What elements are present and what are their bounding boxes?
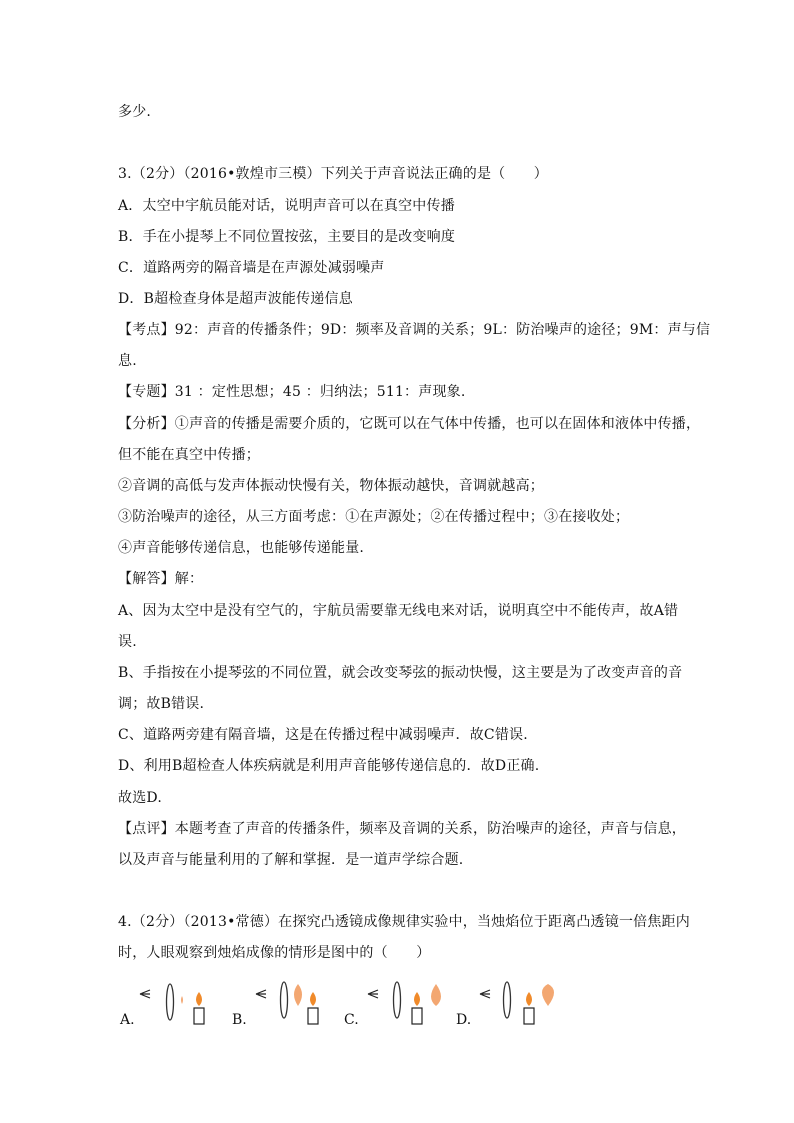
- zhuanti-line: 【专题】31 ：定性思想；45 ：归纳法；511：声现象.: [118, 384, 466, 400]
- kaodian-line-1: 【考点】92：声音的传播条件；9D：频率及音调的关系；9L：防治噪声的途径；9M：声与信: [118, 322, 711, 338]
- question-4-title-line-1: 4.（2分）（2013•常德）在探究凸透镜成像规律实验中，当烛焰位于距离凸透镜一倍焦距内: [118, 914, 690, 930]
- question-3-option-d: D．B超检查身体是超声波能传递信息: [118, 291, 353, 307]
- question-4-title-line-2: 时，人眼观察到烛焰成像的情形是图中的（ ）: [118, 945, 431, 961]
- option-c-figure: [364, 980, 454, 1026]
- option-a-figure: [138, 982, 218, 1026]
- kaodian-line-2: 息.: [118, 353, 137, 369]
- question-3-option-a: A．太空中宇航员能对话，说明声音可以在真空中传播: [118, 198, 455, 214]
- jieda-d-line: D、利用B超检查人体疾病就是利用声音能够传递信息的．故D正确.: [118, 758, 540, 774]
- option-d-label: D.: [456, 1012, 472, 1028]
- option-d-figure: [476, 980, 566, 1026]
- eye-icon: [256, 990, 266, 998]
- candle-flame: [526, 992, 532, 1006]
- option-b-label: B.: [232, 1012, 247, 1028]
- option-a-label: A.: [120, 1012, 135, 1028]
- fenxi-line-3: ②音调的高低与发声体振动快慢有关，物体振动越快，音调就越高；: [118, 478, 544, 494]
- text-line-1: 多少.: [118, 104, 152, 120]
- image-flame-small: [181, 996, 183, 1004]
- option-c-label: C.: [344, 1012, 359, 1028]
- option-b-figure: [252, 980, 332, 1026]
- candle-flame: [310, 992, 316, 1006]
- dianping-line-1: 【点评】本题考查了声音的传播条件，频率及音调的关系，防治噪声的途径，声音与信息，: [118, 821, 686, 837]
- candle-flame: [414, 992, 420, 1006]
- answer-line: 故选D.: [118, 790, 162, 806]
- convex-lens: [394, 982, 401, 1018]
- candle-body: [308, 1008, 318, 1024]
- convex-lens: [504, 982, 511, 1018]
- dianping-line-2: 以及声音与能量利用的了解和掌握．是一道声学综合题.: [118, 852, 464, 868]
- eye-icon: [368, 990, 378, 998]
- fenxi-line-1: 【分析】①声音的传播是需要介质的，它既可以在气体中传播，也可以在固体和液体中传播，: [118, 416, 701, 432]
- question-3-option-b: B．手在小提琴上不同位置按弦，主要目的是改变响度: [118, 229, 456, 245]
- question-3-title: 3.（2分）（2016•敦煌市三模）下列关于声音说法正确的是（ ）: [118, 166, 548, 182]
- jieda-heading: 【解答】解：: [118, 571, 204, 587]
- eye-icon: [140, 990, 150, 998]
- fenxi-line-2: 但不能在真空中传播；: [118, 447, 260, 463]
- question-3-option-c: C．道路两旁的隔音墙是在声源处减弱噪声: [118, 260, 385, 276]
- jieda-a-line-2: 误.: [118, 634, 137, 650]
- convex-lens: [281, 982, 288, 1018]
- candle-flame: [196, 992, 202, 1006]
- image-flame-inverted-large: [542, 984, 554, 1006]
- image-flame-large: [431, 984, 441, 1006]
- candle-body: [524, 1008, 534, 1024]
- convex-lens: [167, 984, 174, 1020]
- fenxi-line-5: ④声音能够传递信息，也能够传递能量.: [118, 540, 365, 556]
- candle-body: [194, 1008, 204, 1024]
- image-flame-inverted: [294, 984, 302, 1006]
- jieda-b-line-2: 调；故B错误.: [118, 696, 205, 712]
- eye-icon: [480, 990, 490, 998]
- jieda-b-line-1: B、手指按在小提琴弦的不同位置，就会改变琴弦的振动快慢，这主要是为了改变声音的音: [118, 665, 683, 681]
- jieda-a-line-1: A、因为太空中是没有空气的，宇航员需要靠无线电来对话，说明真空中不能传声，故A错: [118, 603, 679, 619]
- fenxi-line-4: ③防治噪声的途径，从三方面考虑：①在声源处；②在传播过程中；③在接收处；: [118, 509, 630, 525]
- jieda-c-line: C、道路两旁建有隔音墙，这是在传播过程中减弱噪声．故C错误.: [118, 727, 528, 743]
- candle-body: [412, 1008, 422, 1024]
